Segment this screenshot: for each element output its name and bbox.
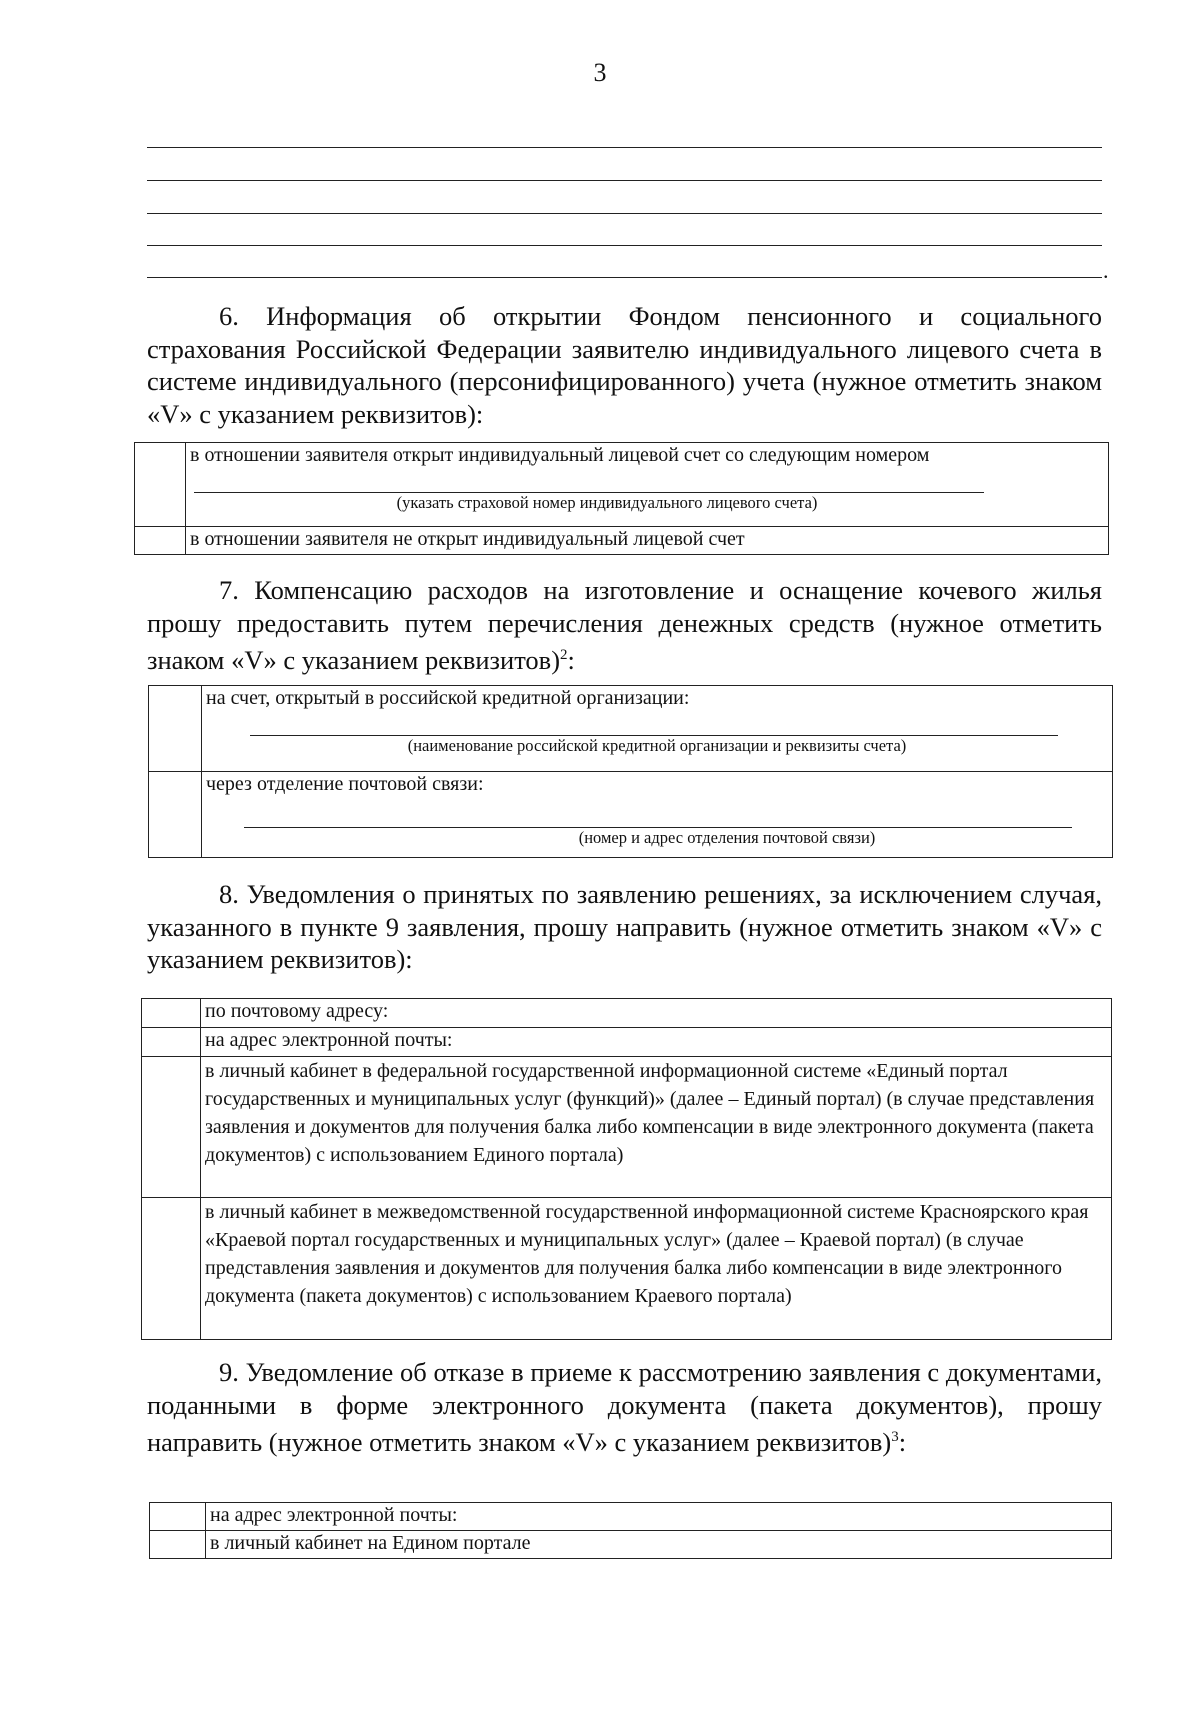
section-7-number: 7.: [219, 575, 239, 605]
checkbox-refusal-unified-portal[interactable]: [150, 1531, 206, 1559]
section-8-text: Уведомления о принятых по заявлению решениях, за исключением случая, указанного в пункте 9 заявления, прошу направить (нужное отметить знаком «V» с указанием реквизитов):: [147, 879, 1103, 974]
section-9-number: 9.: [219, 1357, 239, 1387]
snils-input-line[interactable]: [194, 468, 984, 493]
bank-details-input-line[interactable]: [250, 711, 1058, 736]
option-unified-portal: в личный кабинет в федеральной государственной информационной системе «Единый портал государственных и муниципальных услуг (функций)» (далее – Единый портал) (в случае представления заявления и документов для получения балка либо компенсации в виде электронного документа (пакета документов) с использованием Единого портала): [201, 1057, 1112, 1198]
section-9-options-table: [149, 1502, 1112, 1559]
option-postal-address: по почтовому адресу:: [201, 999, 1112, 1028]
section-9-suffix: :: [898, 1426, 907, 1457]
checkbox-postal-address[interactable]: [142, 999, 201, 1028]
post-office-caption: (номер и адрес отделения почтовой связи): [578, 828, 876, 847]
option-account-opened-label: в отношении заявителя открыт индивидуальный лицевой счет со следующим номером: [190, 444, 930, 466]
checkbox-regional-portal[interactable]: [142, 1198, 201, 1340]
footnote-2: 2: [560, 647, 568, 663]
option-account-opened: [186, 443, 1109, 527]
option-bank-account: [202, 686, 1113, 772]
section-8-options-table: [141, 998, 1112, 1340]
section-7-suffix: :: [567, 644, 575, 675]
checkbox-post-office[interactable]: [149, 772, 202, 858]
option-account-not-opened: в отношении заявителя не открыт индивидуальный лицевой счет: [186, 527, 1109, 555]
section-8-paragraph: [147, 878, 1102, 976]
option-regional-portal: в личный кабинет в межведомственной государственной информационной системе Красноярского края «Краевой портал государственных и муниципальных услуг» (далее – Краевой портал) (в случае представления заявления и документов для получения балка либо компенсации в виде электронного документа (пакета документов) с использованием Краевого портала): [201, 1198, 1112, 1340]
section-7-paragraph: [147, 574, 1102, 676]
section-6-text: Информация об открытии Фондом пенсионного и социального страхования Российской Федерации заявителю индивидуального лицевого счета в системе индивидуального (персонифицированного) учета (нужное отметить знаком «V» с указанием реквизитов):: [147, 301, 1103, 429]
blank-line-3[interactable]: [147, 213, 1102, 214]
checkbox-email[interactable]: [142, 1028, 201, 1057]
section-9-text: Уведомление об отказе в приеме к рассмотрению заявления с документами, поданными в форме электронного документа (пакета документов), прошу направить (нужное отметить знаком «V» с указанием реквизитов): [147, 1357, 1103, 1457]
section-7-text: Компенсацию расходов на изготовление и оснащение кочевого жилья прошу предоставить путем перечисления денежных средств (нужное отметить знаком «V» с указанием реквизитов): [147, 575, 1102, 675]
option-bank-account-label: на счет, открытый в российской кредитной организации:: [206, 687, 690, 709]
option-refusal-unified-portal: в личный кабинет на Едином портале: [206, 1531, 1112, 1559]
bank-details-caption: (наименование российской кредитной организации и реквизиты счета): [407, 736, 907, 755]
checkbox-refusal-email[interactable]: [150, 1503, 206, 1531]
blank-line-4[interactable]: [147, 245, 1102, 246]
section-9-paragraph: [147, 1356, 1102, 1458]
checkbox-unified-portal[interactable]: [142, 1057, 201, 1198]
section-8-number: 8.: [219, 879, 239, 909]
snils-caption: (указать страховой номер индивидуального лицевого счета): [396, 493, 818, 512]
section-6-number: 6.: [219, 301, 239, 331]
section-7-options-table: [148, 685, 1113, 858]
post-office-input-line[interactable]: [244, 797, 1072, 828]
blank-line-1[interactable]: [147, 147, 1102, 148]
option-email: на адрес электронной почты:: [201, 1028, 1112, 1057]
option-refusal-email: на адрес электронной почты:: [206, 1503, 1112, 1531]
checkbox-bank-account[interactable]: [149, 686, 202, 772]
line-end-dot: .: [1103, 258, 1109, 283]
blank-line-5[interactable]: [147, 277, 1102, 278]
checkbox-account-not-opened[interactable]: [135, 527, 186, 555]
footnote-3: 3: [891, 1429, 899, 1445]
option-post-office-label: через отделение почтовой связи:: [206, 773, 484, 795]
option-post-office: [202, 772, 1113, 858]
section-6-options-table: [134, 442, 1109, 555]
blank-line-2[interactable]: [147, 180, 1102, 181]
page-number: 3: [593, 58, 607, 87]
section-6-paragraph: [147, 300, 1102, 430]
checkbox-account-opened[interactable]: [135, 443, 186, 527]
